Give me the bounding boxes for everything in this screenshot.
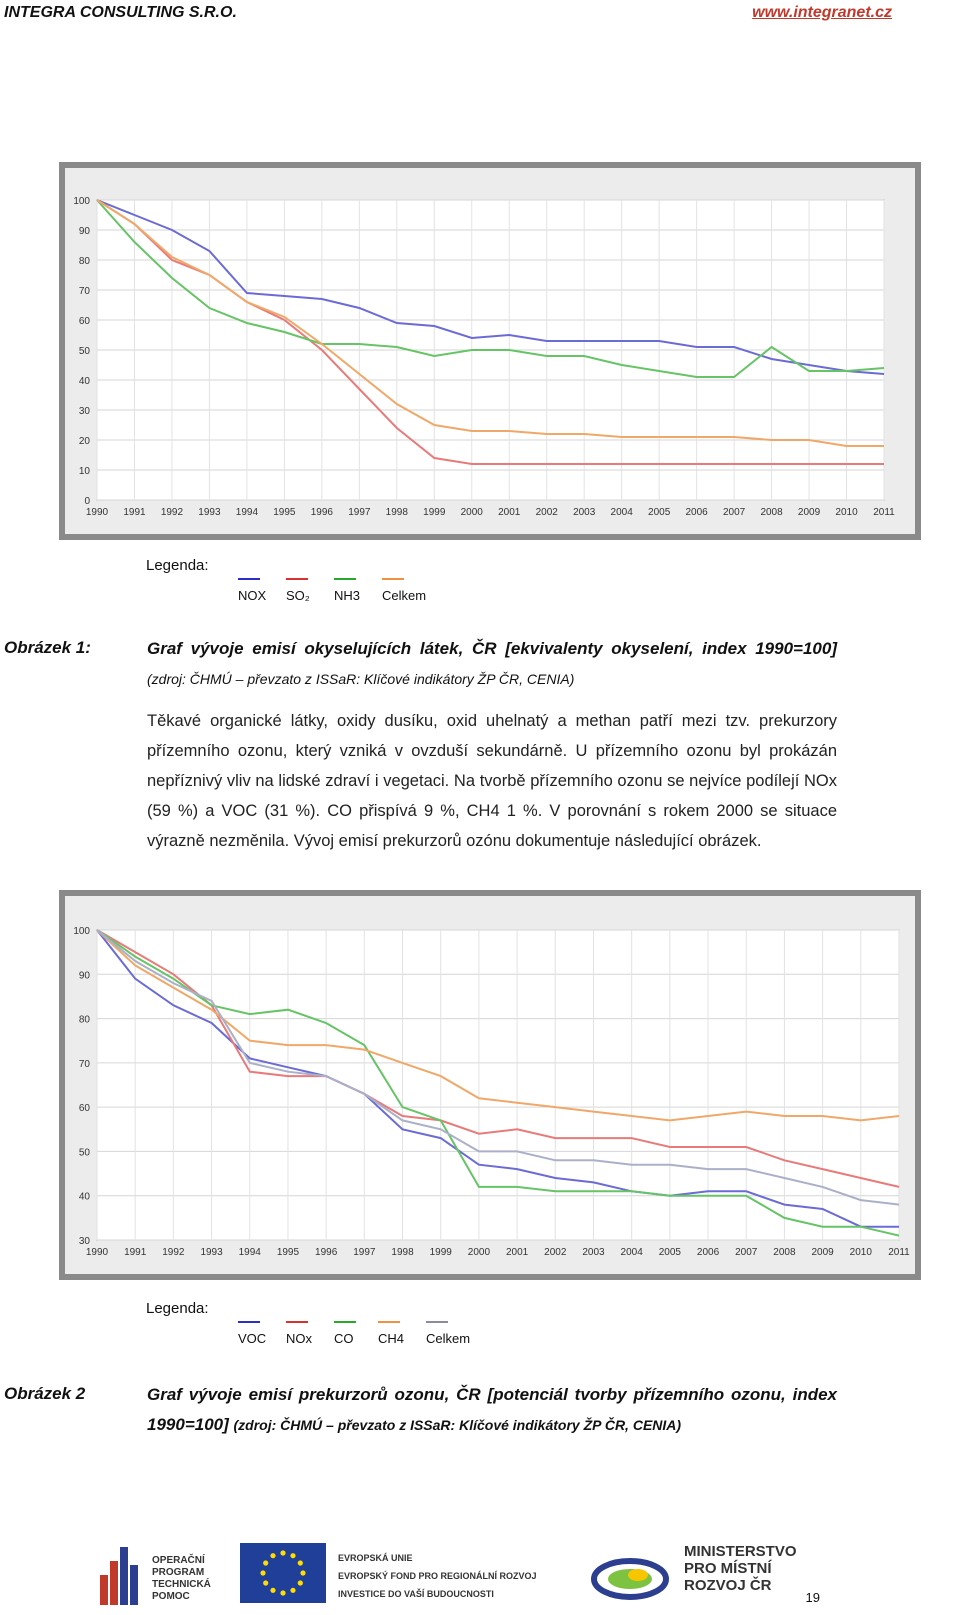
eu-star <box>263 1580 268 1585</box>
chart-2-ytick-label: 40 <box>78 1191 90 1203</box>
chart-1-ytick-label: 60 <box>78 316 90 327</box>
chart-1-xtick-label: 1995 <box>273 507 296 518</box>
legend-2-item <box>426 1321 470 1346</box>
chart-2-xtick-label: 1993 <box>200 1247 223 1258</box>
legend-2-swatch <box>238 1321 260 1323</box>
chart-2-xtick-label: 1995 <box>276 1247 300 1258</box>
chart-2-ytick-label: 60 <box>78 1103 90 1115</box>
chart-2-ytick-label: 100 <box>73 926 90 937</box>
eu-star <box>290 1588 295 1593</box>
chart-2-xtick-label: 2004 <box>620 1247 643 1258</box>
figure-1-caption-main: Graf vývoje emisí okyselujících látek, ČR [ekvivalenty okyselení, index 1990=100] <box>147 639 837 658</box>
eu-flag <box>240 1543 326 1603</box>
chart-1-ytick-label: 100 <box>73 196 90 207</box>
chart-2-xtick-label: 1994 <box>238 1247 261 1258</box>
eu-star <box>263 1560 268 1565</box>
chart-1-xtick-label: 2007 <box>722 507 746 518</box>
chart-2-xtick-label: 1992 <box>162 1247 185 1258</box>
eu-star <box>300 1570 305 1575</box>
figure-2-caption <box>147 1380 837 1440</box>
chart-2-xtick-label: 2011 <box>888 1247 910 1258</box>
eu-star <box>260 1570 265 1575</box>
legend-2-swatch <box>378 1321 400 1323</box>
website-link[interactable]: www.integranet.cz <box>752 4 892 21</box>
legend-1-label: NOX <box>238 588 267 603</box>
eu-star <box>298 1560 303 1565</box>
legend-2-label: CO <box>334 1331 354 1346</box>
chart-2-svg <box>59 890 921 1280</box>
page-number: 19 <box>805 1590 820 1605</box>
chart-1-xtick-label: 1998 <box>385 507 408 518</box>
eu-star <box>270 1553 275 1558</box>
chart-1-xtick-label: 2002 <box>535 507 558 518</box>
legend-2-item <box>378 1321 404 1346</box>
eu-star <box>280 1590 285 1595</box>
body-paragraph: Těkavé organické látky, oxidy dusíku, oxid uhelnatý a methan patří mezi tzv. prekurzory přízemního ozonu, který vzniká v ovzduší sekundárně. U přízemního ozonu byl prokázán nepříznivý vliv na lidské zdraví i vegetaci. Na tvorbě přízemního ozonu se nejvíce podílejí NOx (59 %) a VOC (31 %). CO přispívá 9 %, CH4 1 %. V porovnání s rokem 2000 se situace výrazně nezměnila. Vývoj emisí prekurzorů ozónu dokumentuje následující obrázek. <box>147 712 837 850</box>
chart-2-xtick-label: 2005 <box>658 1247 681 1258</box>
op-tp-logo-text: OPERAČNÍ PROGRAM TECHNICKÁ POMOC <box>152 1555 211 1602</box>
legend-1-title: Legenda: <box>146 557 209 574</box>
chart-1-xtick-label: 2011 <box>873 507 895 518</box>
eu-star <box>290 1553 295 1558</box>
figure-2-label: Obrázek 2 <box>4 1384 86 1403</box>
legend-1-swatch <box>238 578 260 580</box>
figure-2-caption-source: (zdroj: ČHMÚ – převzato z ISSaR: Klíčové indikátory ŽP ČR, CENIA) <box>233 1417 682 1433</box>
chart-1-xtick-label: 1996 <box>310 507 333 518</box>
chart-1-xtick-label: 2004 <box>610 507 633 518</box>
chart-1-xtick-label: 1997 <box>348 507 371 518</box>
chart-1-ytick-label: 10 <box>78 466 90 477</box>
eu-star <box>270 1588 275 1593</box>
chart-2-xtick-label: 1997 <box>353 1247 376 1258</box>
legend-2-item <box>238 1321 266 1346</box>
chart-1-xtick-label: 2009 <box>797 507 821 518</box>
chart-2-xtick-label: 2003 <box>582 1247 605 1258</box>
chart-1-xtick-label: 2001 <box>498 507 521 518</box>
legend-1-label: Celkem <box>382 588 427 603</box>
legend-2-title: Legenda: <box>146 1300 209 1317</box>
legend-1-item <box>286 578 310 603</box>
chart-2-ytick-label: 90 <box>78 970 90 982</box>
chart-1-xtick-label: 2008 <box>760 507 783 518</box>
chart-2-ytick-label: 50 <box>78 1147 90 1159</box>
legend-2-item <box>286 1321 312 1346</box>
legend-2-swatch <box>334 1321 356 1323</box>
mmr-logo-text: MINISTERSTVO PRO MÍSTNÍ ROZVOJ ČR <box>684 1543 797 1594</box>
legend-1-item <box>382 578 426 603</box>
chart-1-xtick-label: 2003 <box>573 507 596 518</box>
chart-1-xtick-label: 1999 <box>423 507 446 518</box>
chart-2-xtick-label: 2008 <box>773 1247 796 1258</box>
chart-1-xtick-label: 1994 <box>235 507 259 518</box>
chart-1-ytick-label: 80 <box>78 256 90 267</box>
chart-1-ytick-label: 0 <box>84 496 90 507</box>
chart-1-svg <box>59 162 921 540</box>
chart-1-xtick-label: 2000 <box>460 507 483 518</box>
chart-2-xtick-label: 1999 <box>429 1247 452 1258</box>
chart-1-xtick-label: 1990 <box>85 507 109 518</box>
chart-2-ytick-label: 80 <box>78 1014 90 1026</box>
legend-2-swatch <box>286 1321 308 1323</box>
chart-2-xtick-label: 2002 <box>544 1247 567 1258</box>
eu-logo-text: EVROPSKÁ UNIE EVROPSKÝ FOND PRO REGIONÁLNÍ ROZVOJ INVESTICE DO VAŠÍ BUDOUCNOSTI <box>338 1553 537 1599</box>
legend-1-swatch <box>382 578 404 580</box>
chart-1-ytick-label: 40 <box>78 376 90 387</box>
chart-2 <box>59 890 921 1280</box>
legend-1-swatch <box>334 578 356 580</box>
chart-2-xtick-label: 2009 <box>811 1247 834 1258</box>
chart-2-ytick-label: 30 <box>78 1236 90 1247</box>
chart-1-xtick-label: 2010 <box>835 507 858 518</box>
legend-1-item <box>238 578 266 603</box>
chart-1-xtick-label: 1991 <box>123 507 146 518</box>
chart-1-ytick-label: 70 <box>78 286 90 297</box>
chart-1-xtick-label: 1992 <box>160 507 184 518</box>
legend-2-label: CH4 <box>378 1331 405 1346</box>
chart-2-ytick-label: 70 <box>78 1058 90 1070</box>
chart-1-xtick-label: 2006 <box>685 507 708 518</box>
chart-1-ytick-label: 50 <box>78 346 90 357</box>
chart-1-xtick-label: 2005 <box>648 507 671 518</box>
legend-1-label: NH3 <box>334 588 361 603</box>
chart-2-xtick-label: 1990 <box>85 1247 109 1258</box>
legend-1-item <box>334 578 360 603</box>
chart-2-xtick-label: 2001 <box>505 1247 529 1258</box>
chart-1-ytick-label: 30 <box>78 406 90 417</box>
chart-2-xtick-label: 2007 <box>735 1247 758 1258</box>
legend-2-label: NOx <box>286 1331 312 1346</box>
chart-2-xtick-label: 1996 <box>315 1247 338 1258</box>
figure-2-caption-main: Graf vývoje emisí prekurzorů ozonu, ČR [potenciál tvorby přízemního ozonu, index 1990=100] <box>147 1385 837 1434</box>
chart-2-xtick-label: 2006 <box>696 1247 720 1258</box>
legend-2-item <box>334 1321 356 1346</box>
chart-1-xtick-label: 1993 <box>198 507 221 518</box>
figure-1-label: Obrázek 1: <box>4 638 91 657</box>
legend-1-swatch <box>286 578 308 580</box>
chart-1 <box>59 162 921 540</box>
figure-1-caption <box>147 634 837 694</box>
chart-2-xtick-label: 1998 <box>391 1247 414 1258</box>
figure-1-caption-source: (zdroj: ČHMÚ – převzato z ISSaR: Klíčové indikátory ŽP ČR, CENIA) <box>147 671 575 687</box>
chart-1-ytick-label: 90 <box>78 226 90 237</box>
eu-star <box>280 1550 285 1555</box>
chart-2-xtick-label: 2000 <box>467 1247 491 1258</box>
legend-2-swatch <box>426 1321 448 1323</box>
chart-2-xtick-label: 1991 <box>124 1247 147 1258</box>
legend-2-label: Celkem <box>426 1331 471 1346</box>
chart-1-ytick-label: 20 <box>78 436 90 447</box>
legend-1-label: SO₂ <box>286 588 310 603</box>
eu-star <box>298 1580 303 1585</box>
op-tp-logo-mark <box>100 1547 146 1605</box>
chart-2-xtick-label: 2010 <box>849 1247 872 1258</box>
eu-stars-icon <box>240 1543 326 1603</box>
company-name: INTEGRA CONSULTING S.R.O. <box>4 4 237 21</box>
mmr-logo-mark <box>590 1555 670 1601</box>
chart-2-plot-area <box>97 930 899 1240</box>
legend-2-label: VOC <box>238 1331 267 1346</box>
